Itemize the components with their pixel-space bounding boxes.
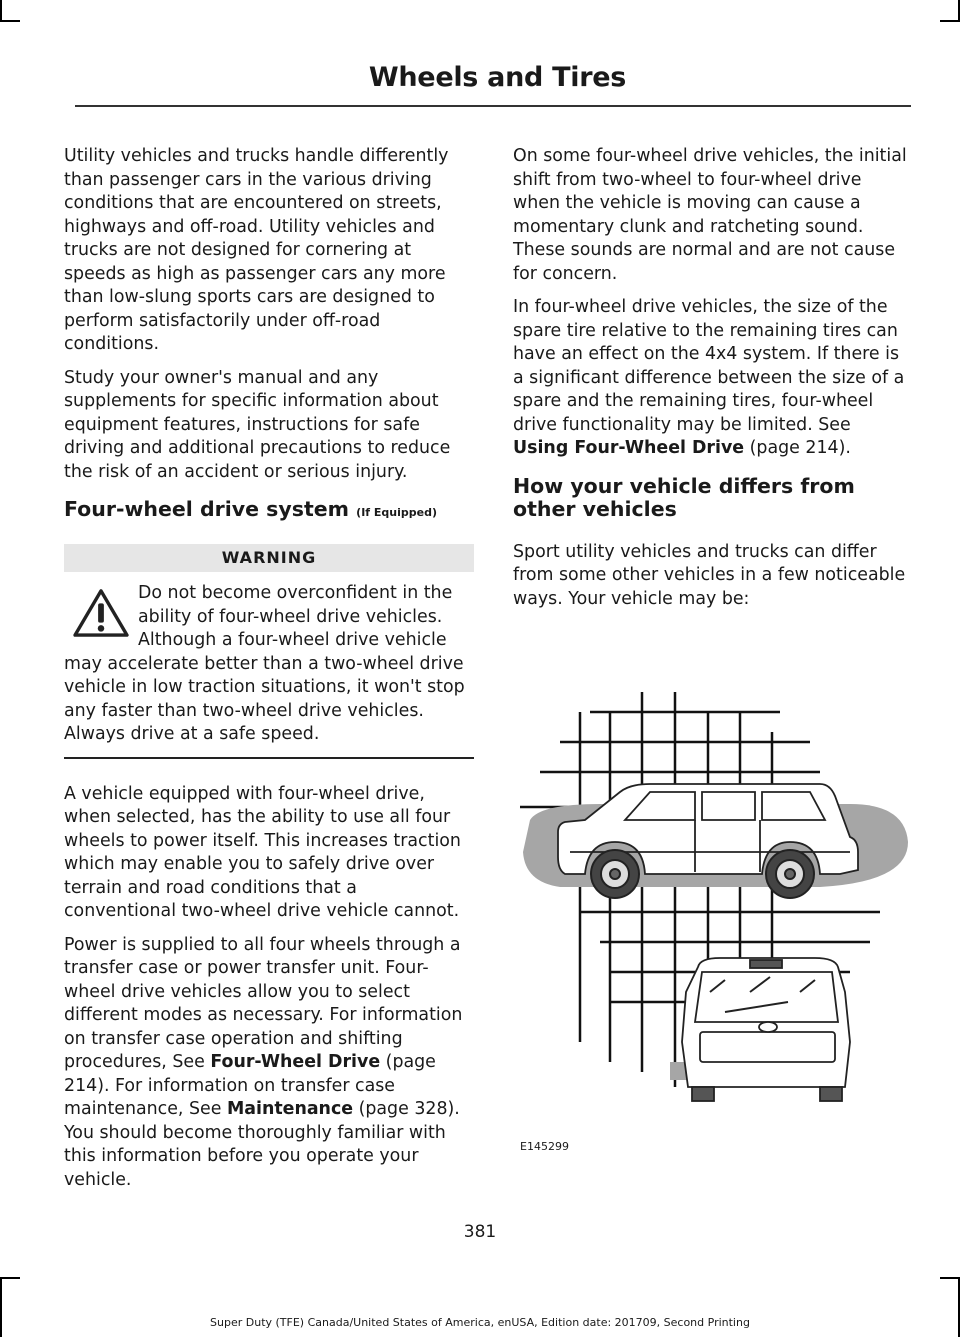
section-heading: How your vehicle differs from other vehicles xyxy=(513,473,855,521)
cross-reference-link[interactable]: Using Four-Wheel Drive xyxy=(513,438,745,458)
heading-suffix: (If Equipped) xyxy=(356,506,438,519)
right-column xyxy=(513,145,909,621)
left-column xyxy=(64,145,474,1202)
footer-text: Super Duty (TFE) Canada/United States of America, enUSA, Edition date: 201709, Second Printing xyxy=(210,1316,750,1329)
paragraph: Utility vehicles and trucks handle differently than passenger cars in the various driving conditions that are encountered on streets, highways and off-road. Utility vehicles and trucks are not designed for cornering at speeds as high as passenger cars any more than low-slung sports cars are designed to perform satisfactorily under off-road conditions. xyxy=(64,146,449,354)
crop-mark xyxy=(940,1277,960,1279)
page-title: Wheels and Tires xyxy=(368,62,626,93)
paragraph xyxy=(513,296,909,461)
paragraph-text: (page 214). For information on transfer case maintenance, See xyxy=(64,1052,436,1119)
paragraph-text: In four-wheel drive vehicles, the size of the spare tire relative to the remaining tires can have an effect on the 4x4 system. If there is a significant difference between the size of a spare and the remaining tires, four-wheel drive functionality may be limited. See xyxy=(513,297,905,435)
paragraph-text: (page 214). xyxy=(744,438,851,458)
cross-reference-link[interactable]: Maintenance xyxy=(226,1099,354,1119)
section-heading xyxy=(64,498,474,524)
vehicle-illustration xyxy=(520,692,910,1102)
paragraph: Sport utility vehicles and trucks can differ from some other vehicles in a few noticeable ways. Your vehicle may be: xyxy=(513,541,906,609)
warning-box xyxy=(64,582,474,747)
paragraph: On some four-wheel drive vehicles, the initial shift from two-wheel to four-wheel drive when the vehicle is moving can cause a momentary clunk and ratcheting sound. These sounds are normal and are not cause for concern. xyxy=(513,146,907,284)
crop-mark xyxy=(0,1277,20,1279)
warning-text: Do not become overconfident in the ability of four-wheel drive vehicles. Although a four-wheel drive vehicle may accelerate better than a two-wheel drive vehicle in low traction situations, it won't stop any faster than two-wheel drive vehicles. Always drive at a safe speed. xyxy=(64,583,465,744)
paragraph-text: Power is supplied to all four wheels through a transfer case or power transfer unit. Four-wheel drive vehicles allow you to select different modes as necessary. For information on transfer case operation and shifting procedures, See xyxy=(64,934,463,1072)
paragraph: A vehicle equipped with four-wheel drive, when selected, has the ability to use all four wheels to power itself. This increases traction which may enable you to safely drive over terrain and road conditions that a conventional two-wheel drive vehicle cannot. xyxy=(64,783,461,921)
header-rule xyxy=(75,105,911,107)
paragraph xyxy=(64,934,474,1193)
crop-mark xyxy=(0,0,2,22)
cross-reference-link[interactable]: Four-Wheel Drive xyxy=(210,1052,381,1072)
crop-mark xyxy=(0,20,20,22)
paragraph: Study your owner's manual and any supplements for specific information about equipment features, instructions for safe driving and additional precautions to reduce the risk of an accident or serious injury. xyxy=(64,367,451,482)
warning-label: WARNING xyxy=(64,544,474,572)
paragraph-text: (page 328). You should become thoroughly familiar with this information before you operate your vehicle. xyxy=(64,1099,460,1190)
warning-rule xyxy=(64,757,474,759)
page-number: 381 xyxy=(463,1222,497,1242)
crop-mark xyxy=(940,20,960,22)
warning-triangle-icon xyxy=(72,588,130,638)
figure-id: E145299 xyxy=(520,1140,569,1153)
heading-text: Four-wheel drive system xyxy=(64,497,350,521)
